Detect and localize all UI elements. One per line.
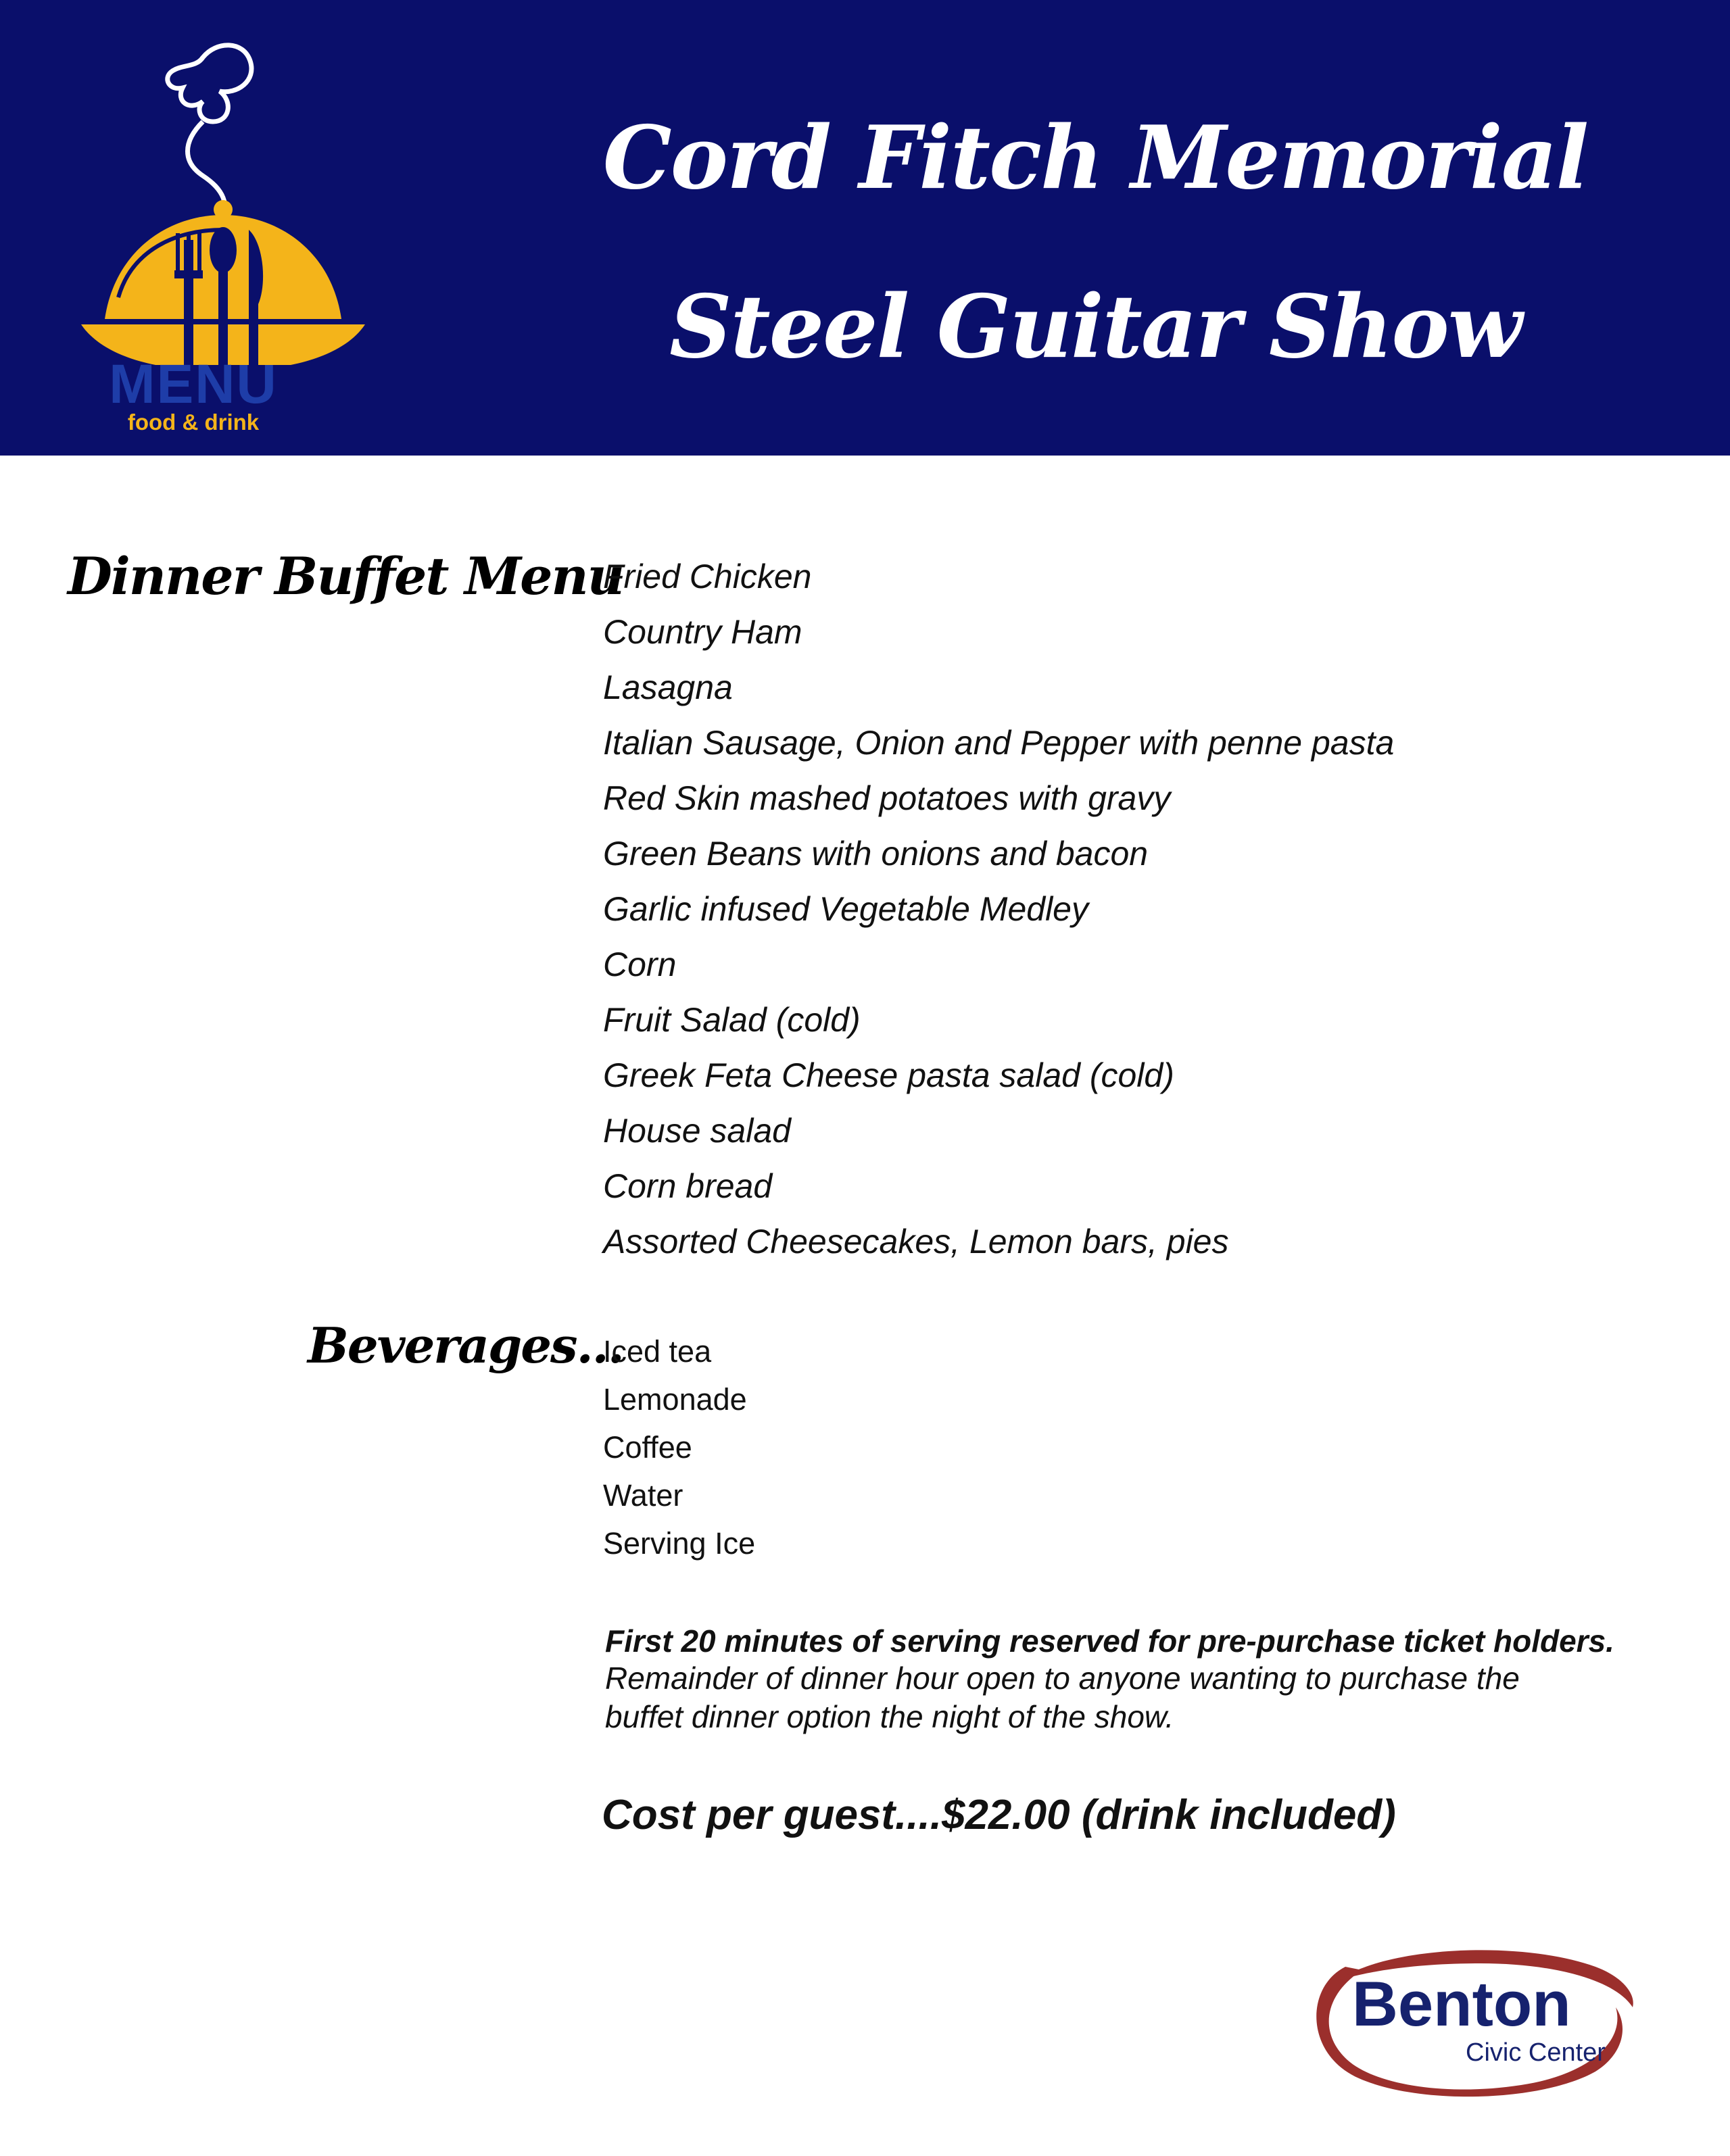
menu-item: Greek Feta Cheese pasta salad (cold) [603,1056,1174,1094]
event-title-line1: Cord Fitch Memorial [602,107,1588,209]
menu-item: Corn [603,946,677,983]
availability-note-line1: Remainder of dinner hour open to anyone wanting to purchase the [605,1661,1520,1696]
beverages-section-label: Beverages... [308,1317,623,1374]
menu-item: Garlic infused Vegetable Medley [603,890,1088,928]
menu-item: Lasagna [603,668,733,706]
benton-logo-name: Benton [1352,1968,1571,2039]
beverage-item: Iced tea [603,1334,712,1369]
beverage-item: Lemonade [603,1382,747,1417]
menu-item: Green Beans with onions and bacon [603,835,1149,873]
benton-logo-subtitle: Civic Center [1466,2038,1606,2067]
reservation-note: First 20 minutes of serving reserved for pre-purchase ticket holders. [605,1623,1614,1659]
logo-tagline: food & drink [127,410,260,435]
menu-item: Italian Sausage, Onion and Pepper with penne pasta [603,724,1395,762]
beverage-item: Serving Ice [603,1526,756,1561]
header-banner [0,0,1730,456]
menu-item: Corn bread [603,1167,773,1205]
menu-item: Fried Chicken [603,558,812,595]
cost-per-guest: Cost per guest....$22.00 (drink included) [602,1792,1396,1838]
menu-item: Assorted Cheesecakes, Lemon bars, pies [603,1223,1229,1260]
logo-word: MENU [109,353,278,415]
dinner-menu-list [603,560,1394,1280]
availability-note-line2: buffet dinner option the night of the show. [605,1699,1174,1734]
menu-item: House salad [603,1112,791,1150]
beverage-item: Water [603,1478,683,1513]
event-title-line2: Steel Guitar Show [669,276,1521,378]
beverages-list [603,1336,755,1576]
menu-item: Country Ham [603,613,802,651]
beverage-item: Coffee [603,1430,692,1465]
menu-item: Fruit Salad (cold) [603,1001,861,1039]
menu-item: Red Skin mashed potatoes with gravy [603,779,1171,817]
dinner-section-label: Dinner Buffet Menu [68,546,623,606]
